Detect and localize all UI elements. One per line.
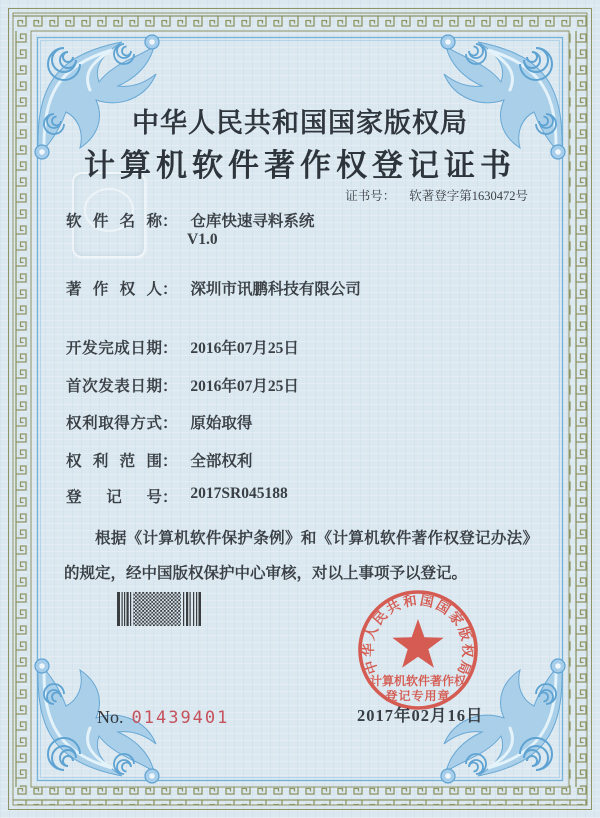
field-value: 全部权利 [190,453,253,470]
field-rights-scope [66,449,252,471]
field-value: 深圳市讯鹏科技有限公司 [190,281,361,298]
issuing-authority: 中华人民共和国国家版权局 [132,108,468,138]
field-label: 著作权人 [66,281,162,298]
field-value: 仓库快速寻料系统 [190,213,315,230]
certificate-number-value: 软著登字第1630472号 [409,189,528,203]
serial-label: No. [97,707,124,727]
field-label: 登记号 [66,489,162,506]
field-label: 权利取得方式 [66,415,162,432]
seal-line1: 计算机软件著作权 [369,674,467,688]
field-label: 首次发表日期 [66,378,162,395]
field-colon: ： [162,340,178,357]
field-registration-number [66,485,288,507]
registration-statement: 根据《计算机软件保护条例》和《计算机软件著作权登记办法》的规定，经中国版权保护中心审核，对以上事项予以登记。 [64,530,538,582]
official-seal [352,586,484,718]
serial-number: 01439401 [131,708,230,728]
certificate-number-label: 证书号： [345,189,396,203]
field-dev-complete-date [66,336,299,358]
field-value-version: V1.0 [187,231,218,248]
barcode [117,592,201,626]
field-value: 原始取得 [190,415,253,432]
seal-ring-text: 中华人民共和国国家版权局 [360,592,476,679]
field-software-name [66,209,315,248]
field-value: 2017SR045188 [190,485,288,502]
field-label: 开发完成日期 [66,340,162,357]
field-first-publish-date [66,374,299,396]
field-copyright-owner [66,277,361,299]
field-colon: ： [162,453,178,470]
field-label: 权利范围 [66,453,162,470]
field-rights-acquisition [66,411,252,433]
field-colon: ： [162,489,178,506]
certificate-title: 计算机软件著作权登记证书 [84,148,516,183]
field-colon: ： [162,415,178,432]
field-colon: ： [162,213,178,230]
field-colon: ： [162,281,178,298]
serial-number-line [97,707,229,728]
certificate-number-line [345,186,528,204]
red-star-icon [392,619,443,668]
field-value: 2016年07月25日 [190,378,299,395]
field-label: 软件名称 [66,213,162,230]
field-value: 2016年07月25日 [190,340,299,357]
issue-date: 2017年02月16日 [357,706,484,725]
seal-line2: 登记专用章 [385,689,451,703]
field-colon: ： [162,378,178,395]
